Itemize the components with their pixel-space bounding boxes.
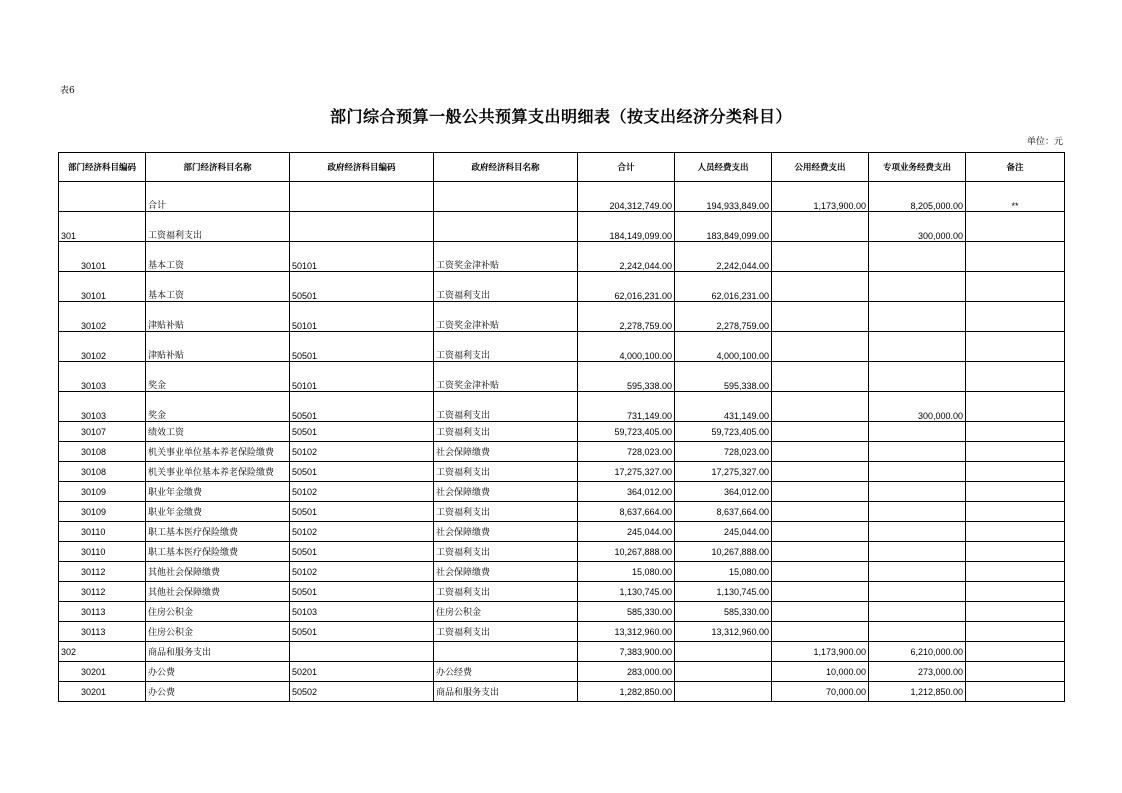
dept-code-cell: 30108 <box>59 442 146 462</box>
gov-code-cell: 50102 <box>290 442 434 462</box>
gov-code-cell: 50501 <box>290 622 434 642</box>
dept-name-cell: 职工基本医疗保险缴费 <box>146 522 290 542</box>
header-note: 备注 <box>966 153 1065 182</box>
public-cell <box>772 332 869 362</box>
public-cell: 1,173,900.00 <box>772 642 869 662</box>
gov-code-cell: 50101 <box>290 362 434 392</box>
note-cell <box>966 582 1065 602</box>
header-special: 专项业务经费支出 <box>869 153 966 182</box>
note-cell <box>966 362 1065 392</box>
gov-code-cell: 50501 <box>290 542 434 562</box>
personnel-cell: 728,023.00 <box>675 442 772 462</box>
total-cell: 731,149.00 <box>578 392 675 422</box>
total-cell: 10,267,888.00 <box>578 542 675 562</box>
total-cell: 8,637,664.00 <box>578 502 675 522</box>
public-cell <box>772 562 869 582</box>
dept-code-cell: 301 <box>59 212 146 242</box>
special-cell <box>869 522 966 542</box>
gov-name-cell: 社会保障缴费 <box>434 562 578 582</box>
dept-code-cell: 30108 <box>59 462 146 482</box>
personnel-cell: 8,637,664.00 <box>675 502 772 522</box>
total-cell: 245,044.00 <box>578 522 675 542</box>
table-row <box>59 442 1065 462</box>
public-cell <box>772 622 869 642</box>
gov-code-cell: 50201 <box>290 662 434 682</box>
dept-name-cell: 职工基本医疗保险缴费 <box>146 542 290 562</box>
gov-code-cell: 50502 <box>290 682 434 702</box>
public-cell <box>772 302 869 332</box>
dept-code-cell: 30201 <box>59 682 146 702</box>
gov-name-cell: 工资奖金津补贴 <box>434 242 578 272</box>
personnel-cell: 194,933,849.00 <box>675 182 772 212</box>
gov-name-cell: 商品和服务支出 <box>434 682 578 702</box>
gov-name-cell: 工资福利支出 <box>434 272 578 302</box>
page-title: 部门综合预算一般公共预算支出明细表（按支出经济分类科目） <box>329 107 792 126</box>
table-row <box>59 242 1065 272</box>
public-cell <box>772 482 869 502</box>
note-cell <box>966 602 1065 622</box>
note-cell <box>966 502 1065 522</box>
dept-name-cell: 津贴补贴 <box>146 332 290 362</box>
table-row <box>59 522 1065 542</box>
dept-name-cell: 绩效工资 <box>146 422 290 442</box>
table-row <box>59 642 1065 662</box>
gov-code-cell <box>290 182 434 212</box>
special-cell <box>869 482 966 502</box>
table-row <box>59 362 1065 392</box>
table-row <box>59 562 1065 582</box>
special-cell: 1,212,850.00 <box>869 682 966 702</box>
public-cell <box>772 602 869 622</box>
gov-code-cell: 50501 <box>290 582 434 602</box>
personnel-cell: 17,275,327.00 <box>675 462 772 482</box>
gov-name-cell: 社会保障缴费 <box>434 482 578 502</box>
dept-name-cell: 合计 <box>146 182 290 212</box>
personnel-cell: 10,267,888.00 <box>675 542 772 562</box>
public-cell <box>772 502 869 522</box>
special-cell: 300,000.00 <box>869 392 966 422</box>
total-cell: 283,000.00 <box>578 662 675 682</box>
table-row <box>59 302 1065 332</box>
table-row <box>59 482 1065 502</box>
public-cell: 70,000.00 <box>772 682 869 702</box>
table-row <box>59 332 1065 362</box>
dept-name-cell: 其他社会保障缴费 <box>146 582 290 602</box>
special-cell <box>869 502 966 522</box>
gov-name-cell: 工资福利支出 <box>434 332 578 362</box>
dept-code-cell: 30103 <box>59 362 146 392</box>
personnel-cell: 595,338.00 <box>675 362 772 392</box>
header-dept-name: 部门经济科目名称 <box>146 153 290 182</box>
personnel-cell: 2,278,759.00 <box>675 302 772 332</box>
public-cell <box>772 422 869 442</box>
personnel-cell: 585,330.00 <box>675 602 772 622</box>
gov-code-cell: 50102 <box>290 482 434 502</box>
dept-code-cell: 30109 <box>59 502 146 522</box>
dept-name-cell: 职业年金缴费 <box>146 502 290 522</box>
dept-name-cell: 基本工资 <box>146 242 290 272</box>
gov-code-cell: 50501 <box>290 272 434 302</box>
total-cell: 2,278,759.00 <box>578 302 675 332</box>
total-cell: 728,023.00 <box>578 442 675 462</box>
personnel-cell <box>675 682 772 702</box>
header-personnel: 人员经费支出 <box>675 153 772 182</box>
dept-code-cell: 30107 <box>59 422 146 442</box>
public-cell <box>772 242 869 272</box>
table-row <box>59 502 1065 522</box>
gov-name-cell <box>434 182 578 212</box>
dept-name-cell: 工资福利支出 <box>146 212 290 242</box>
dept-name-cell: 办公费 <box>146 682 290 702</box>
gov-name-cell: 工资福利支出 <box>434 392 578 422</box>
gov-code-cell: 50102 <box>290 522 434 542</box>
dept-code-cell: 30102 <box>59 332 146 362</box>
header-gov-code: 政府经济科目编码 <box>290 153 434 182</box>
total-cell: 15,080.00 <box>578 562 675 582</box>
dept-name-cell: 奖金 <box>146 392 290 422</box>
note-cell <box>966 522 1065 542</box>
table-row <box>59 662 1065 682</box>
note-cell <box>966 642 1065 662</box>
note-cell <box>966 542 1065 562</box>
public-cell: 1,173,900.00 <box>772 182 869 212</box>
note-cell <box>966 442 1065 462</box>
total-cell: 4,000,100.00 <box>578 332 675 362</box>
gov-code-cell: 50501 <box>290 502 434 522</box>
note-cell <box>966 662 1065 682</box>
dept-name-cell: 办公费 <box>146 662 290 682</box>
public-cell <box>772 392 869 422</box>
special-cell <box>869 302 966 332</box>
header-row <box>59 153 1065 182</box>
gov-code-cell: 50101 <box>290 242 434 272</box>
special-cell <box>869 622 966 642</box>
gov-code-cell: 50501 <box>290 392 434 422</box>
gov-code-cell: 50501 <box>290 422 434 442</box>
total-cell: 59,723,405.00 <box>578 422 675 442</box>
header-total: 合计 <box>578 153 675 182</box>
personnel-cell: 2,242,044.00 <box>675 242 772 272</box>
table-label: 表6 <box>60 86 75 96</box>
total-cell: 62,016,231.00 <box>578 272 675 302</box>
dept-name-cell: 奖金 <box>146 362 290 392</box>
note-cell: ** <box>966 182 1065 212</box>
note-cell <box>966 562 1065 582</box>
table-row <box>59 582 1065 602</box>
dept-code-cell: 302 <box>59 642 146 662</box>
total-cell: 2,242,044.00 <box>578 242 675 272</box>
gov-name-cell <box>434 212 578 242</box>
dept-name-cell: 机关事业单位基本养老保险缴费 <box>146 462 290 482</box>
dept-code-cell: 30110 <box>59 542 146 562</box>
note-cell <box>966 422 1065 442</box>
total-cell: 585,330.00 <box>578 602 675 622</box>
table-row <box>59 682 1065 702</box>
gov-name-cell: 办公经费 <box>434 662 578 682</box>
header-gov-name: 政府经济科目名称 <box>434 153 578 182</box>
dept-name-cell: 职业年金缴费 <box>146 482 290 502</box>
table-row <box>59 542 1065 562</box>
table-row <box>59 602 1065 622</box>
public-cell <box>772 542 869 562</box>
header-public: 公用经费支出 <box>772 153 869 182</box>
total-cell: 184,149,099.00 <box>578 212 675 242</box>
gov-code-cell <box>290 212 434 242</box>
gov-name-cell: 社会保障缴费 <box>434 522 578 542</box>
dept-code-cell: 30201 <box>59 662 146 682</box>
gov-name-cell: 工资福利支出 <box>434 542 578 562</box>
special-cell: 8,205,000.00 <box>869 182 966 212</box>
dept-name-cell: 住房公积金 <box>146 602 290 622</box>
dept-code-cell <box>59 182 146 212</box>
personnel-cell: 431,149.00 <box>675 392 772 422</box>
note-cell <box>966 462 1065 482</box>
special-cell <box>869 442 966 462</box>
special-cell: 6,210,000.00 <box>869 642 966 662</box>
note-cell <box>966 392 1065 422</box>
gov-code-cell <box>290 642 434 662</box>
special-cell <box>869 422 966 442</box>
gov-code-cell: 50501 <box>290 332 434 362</box>
personnel-cell: 1,130,745.00 <box>675 582 772 602</box>
dept-code-cell: 30101 <box>59 272 146 302</box>
dept-code-cell: 30112 <box>59 562 146 582</box>
dept-code-cell: 30113 <box>59 602 146 622</box>
public-cell <box>772 522 869 542</box>
personnel-cell: 364,012.00 <box>675 482 772 502</box>
personnel-cell <box>675 662 772 682</box>
special-cell <box>869 562 966 582</box>
gov-code-cell: 50101 <box>290 302 434 332</box>
budget-table <box>58 152 1065 702</box>
dept-code-cell: 30110 <box>59 522 146 542</box>
public-cell <box>772 212 869 242</box>
total-cell: 17,275,327.00 <box>578 462 675 482</box>
note-cell <box>966 212 1065 242</box>
personnel-cell: 183,849,099.00 <box>675 212 772 242</box>
total-cell: 13,312,960.00 <box>578 622 675 642</box>
dept-code-cell: 30112 <box>59 582 146 602</box>
special-cell <box>869 582 966 602</box>
total-cell: 1,130,745.00 <box>578 582 675 602</box>
table-row <box>59 462 1065 482</box>
gov-name-cell <box>434 642 578 662</box>
public-cell: 10,000.00 <box>772 662 869 682</box>
personnel-cell: 59,723,405.00 <box>675 422 772 442</box>
dept-name-cell: 基本工资 <box>146 272 290 302</box>
public-cell <box>772 272 869 302</box>
personnel-cell: 13,312,960.00 <box>675 622 772 642</box>
table-row <box>59 182 1065 212</box>
dept-name-cell: 机关事业单位基本养老保险缴费 <box>146 442 290 462</box>
public-cell <box>772 582 869 602</box>
note-cell <box>966 242 1065 272</box>
gov-name-cell: 工资福利支出 <box>434 622 578 642</box>
personnel-cell: 15,080.00 <box>675 562 772 582</box>
public-cell <box>772 462 869 482</box>
gov-name-cell: 工资福利支出 <box>434 462 578 482</box>
special-cell: 273,000.00 <box>869 662 966 682</box>
table-row <box>59 272 1065 302</box>
personnel-cell <box>675 642 772 662</box>
gov-name-cell: 工资奖金津补贴 <box>434 302 578 332</box>
special-cell <box>869 462 966 482</box>
dept-name-cell: 住房公积金 <box>146 622 290 642</box>
special-cell <box>869 542 966 562</box>
personnel-cell: 4,000,100.00 <box>675 332 772 362</box>
note-cell <box>966 482 1065 502</box>
public-cell <box>772 362 869 392</box>
note-cell <box>966 622 1065 642</box>
table-row <box>59 392 1065 422</box>
gov-name-cell: 工资福利支出 <box>434 422 578 442</box>
personnel-cell: 62,016,231.00 <box>675 272 772 302</box>
dept-name-cell: 其他社会保障缴费 <box>146 562 290 582</box>
gov-code-cell: 50102 <box>290 562 434 582</box>
header-dept-code: 部门经济科目编码 <box>59 153 146 182</box>
total-cell: 7,383,900.00 <box>578 642 675 662</box>
total-cell: 204,312,749.00 <box>578 182 675 212</box>
special-cell: 300,000.00 <box>869 212 966 242</box>
table-row <box>59 622 1065 642</box>
gov-code-cell: 50501 <box>290 462 434 482</box>
dept-name-cell: 津贴补贴 <box>146 302 290 332</box>
gov-name-cell: 社会保障缴费 <box>434 442 578 462</box>
table-row <box>59 422 1065 442</box>
public-cell <box>772 442 869 462</box>
table-row <box>59 212 1065 242</box>
gov-name-cell: 住房公积金 <box>434 602 578 622</box>
special-cell <box>869 332 966 362</box>
special-cell <box>869 602 966 622</box>
dept-code-cell: 30102 <box>59 302 146 332</box>
dept-code-cell: 30113 <box>59 622 146 642</box>
dept-code-cell: 30109 <box>59 482 146 502</box>
gov-name-cell: 工资福利支出 <box>434 582 578 602</box>
unit-label: 单位：元 <box>1026 137 1063 147</box>
gov-name-cell: 工资奖金津补贴 <box>434 362 578 392</box>
note-cell <box>966 302 1065 332</box>
gov-name-cell: 工资福利支出 <box>434 502 578 522</box>
note-cell <box>966 332 1065 362</box>
special-cell <box>869 242 966 272</box>
special-cell <box>869 272 966 302</box>
total-cell: 1,282,850.00 <box>578 682 675 702</box>
total-cell: 364,012.00 <box>578 482 675 502</box>
note-cell <box>966 272 1065 302</box>
total-cell: 595,338.00 <box>578 362 675 392</box>
personnel-cell: 245,044.00 <box>675 522 772 542</box>
dept-code-cell: 30103 <box>59 392 146 422</box>
gov-code-cell: 50103 <box>290 602 434 622</box>
special-cell <box>869 362 966 392</box>
dept-name-cell: 商品和服务支出 <box>146 642 290 662</box>
note-cell <box>966 682 1065 702</box>
dept-code-cell: 30101 <box>59 242 146 272</box>
